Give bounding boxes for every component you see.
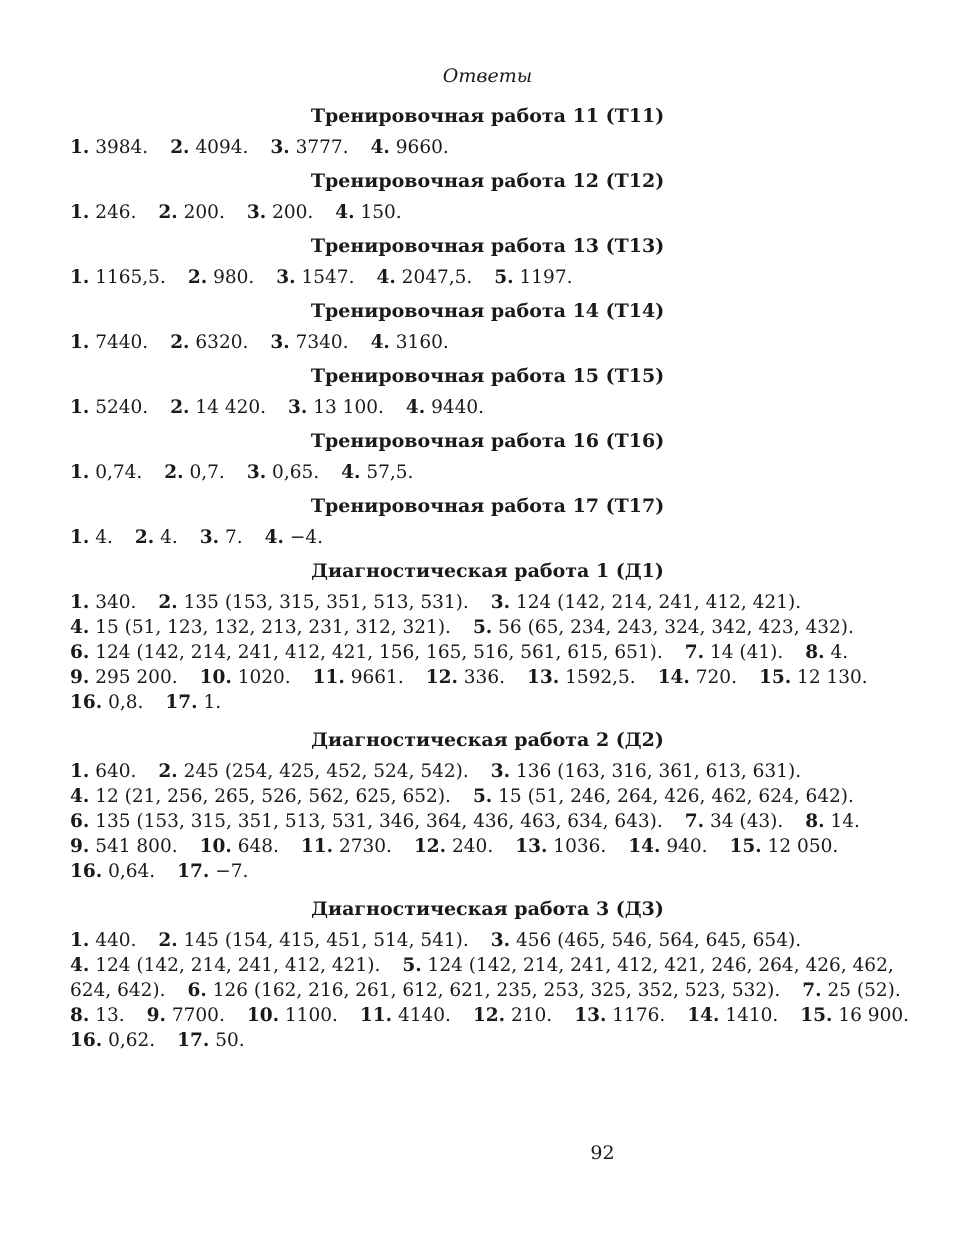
answer-item bbox=[494, 267, 572, 288]
answer-number: 11. bbox=[300, 836, 334, 857]
answer-number: 16. bbox=[70, 1030, 103, 1051]
section-t12 bbox=[70, 169, 905, 225]
answer-number: 4. bbox=[70, 786, 90, 807]
answers-page bbox=[70, 62, 909, 1053]
answer-value: 9661. bbox=[350, 667, 404, 688]
answer-value: 2047,5. bbox=[401, 267, 473, 288]
answer-list bbox=[70, 590, 905, 715]
answer-value: 2730. bbox=[338, 836, 392, 857]
section-title: Тренировочная работа 14 (Т14) bbox=[310, 300, 665, 322]
section-title: Диагностическая работа 2 (Д2) bbox=[311, 729, 664, 751]
answer-item bbox=[270, 332, 348, 353]
answer-value: 0,64. bbox=[108, 861, 156, 882]
answer-value: 136 (163, 316, 361, 613, 631). bbox=[515, 761, 802, 782]
answer-line bbox=[70, 978, 905, 1003]
answer-value: 13 100. bbox=[313, 397, 384, 418]
answer-value: 4. bbox=[95, 527, 113, 548]
answer-value: 1176. bbox=[612, 1005, 666, 1026]
answer-item bbox=[687, 1005, 778, 1026]
answer-number: 3. bbox=[199, 527, 220, 548]
answer-number: 1. bbox=[70, 592, 90, 613]
answer-number: 4. bbox=[70, 617, 90, 638]
answer-item bbox=[491, 592, 801, 613]
answer-number: 16. bbox=[70, 692, 103, 713]
section-d2 bbox=[70, 728, 905, 884]
answer-value: 25 (52). bbox=[827, 980, 901, 1001]
answer-item bbox=[574, 1005, 665, 1026]
answer-line bbox=[70, 665, 905, 690]
answer-number: 3. bbox=[270, 137, 290, 158]
answer-number: 12. bbox=[413, 836, 447, 857]
section-t11 bbox=[70, 104, 905, 160]
answer-number: 13. bbox=[574, 1005, 607, 1026]
answer-number: 7. bbox=[684, 811, 705, 832]
answer-value: 6320. bbox=[195, 332, 249, 353]
answer-item bbox=[371, 332, 449, 353]
answer-value: 57,5. bbox=[366, 462, 414, 483]
answer-item bbox=[158, 202, 224, 223]
answer-value: 124 (142, 214, 241, 412, 421, 246, 264, 426, 462, bbox=[427, 955, 894, 976]
answer-number: 1. bbox=[70, 397, 90, 418]
answer-item bbox=[70, 836, 178, 857]
answer-value: 340. bbox=[95, 592, 137, 613]
section-title: Тренировочная работа 11 (Т11) bbox=[310, 105, 665, 127]
answer-number: 5. bbox=[472, 617, 493, 638]
answer-value: 940. bbox=[666, 836, 708, 857]
answer-item bbox=[70, 667, 178, 688]
answer-number: 4. bbox=[70, 955, 90, 976]
answer-value: 1. bbox=[203, 692, 222, 713]
answer-value: 3777. bbox=[295, 137, 349, 158]
answer-number: 2. bbox=[134, 527, 155, 548]
answer-value: 0,8. bbox=[108, 692, 144, 713]
answer-number: 1. bbox=[70, 202, 90, 223]
answer-value: 0,65. bbox=[272, 462, 320, 483]
answer-number: 5. bbox=[402, 955, 422, 976]
answer-number: 9. bbox=[70, 667, 90, 688]
answer-value: 4094. bbox=[195, 137, 249, 158]
answer-item bbox=[805, 811, 860, 832]
answer-value: 7. bbox=[224, 527, 243, 548]
answer-number: 2. bbox=[158, 202, 178, 223]
answer-value: 12 130. bbox=[797, 667, 868, 688]
answer-sections bbox=[70, 104, 909, 1053]
answer-number: 3. bbox=[490, 930, 511, 951]
answer-number: 12. bbox=[425, 667, 458, 688]
answer-value: 14 (41). bbox=[709, 642, 784, 663]
answer-value: 9440. bbox=[431, 397, 485, 418]
answer-number: 2. bbox=[158, 930, 178, 951]
answer-item bbox=[628, 836, 707, 857]
answer-number: 1. bbox=[70, 462, 90, 483]
answer-number: 4. bbox=[405, 397, 426, 418]
answer-item bbox=[360, 1005, 451, 1026]
answer-value: 1410. bbox=[725, 1005, 779, 1026]
answer-item bbox=[371, 137, 449, 158]
answer-line bbox=[70, 330, 905, 355]
answer-line bbox=[70, 953, 905, 978]
answer-list bbox=[70, 330, 905, 355]
answer-item bbox=[473, 786, 854, 807]
answer-item bbox=[527, 667, 636, 688]
answer-value: 50. bbox=[215, 1030, 245, 1051]
answer-list bbox=[70, 135, 905, 160]
answer-value: 7440. bbox=[95, 332, 149, 353]
answer-number: 1. bbox=[70, 267, 90, 288]
answer-value: 640. bbox=[95, 761, 137, 782]
answer-item bbox=[276, 267, 354, 288]
answer-item bbox=[187, 980, 780, 1001]
answer-number: 1. bbox=[70, 332, 90, 353]
answer-item bbox=[341, 462, 413, 483]
answer-value: 4. bbox=[160, 527, 178, 548]
answer-item bbox=[165, 692, 221, 713]
answer-value: 240. bbox=[452, 836, 494, 857]
section-t17 bbox=[70, 494, 905, 550]
section-d1 bbox=[70, 559, 905, 715]
answer-item bbox=[164, 462, 225, 483]
answer-line bbox=[70, 759, 905, 784]
answer-number: 8. bbox=[805, 811, 825, 832]
answer-value: 14. bbox=[830, 811, 860, 832]
answer-list bbox=[70, 928, 909, 1053]
answer-list bbox=[70, 525, 905, 550]
answer-value: 135 (153, 315, 351, 513, 531, 346, 364, 436, 463, 634, 643). bbox=[95, 811, 663, 832]
answer-number: 3. bbox=[246, 202, 267, 223]
answer-item bbox=[70, 617, 451, 638]
answer-value: 14 420. bbox=[195, 397, 267, 418]
answer-item bbox=[491, 761, 801, 782]
section-t15 bbox=[70, 364, 905, 420]
answer-item bbox=[406, 397, 484, 418]
answer-list bbox=[70, 395, 905, 420]
answer-value: 210. bbox=[511, 1005, 553, 1026]
answer-number: 2. bbox=[158, 592, 178, 613]
answer-item bbox=[158, 761, 468, 782]
page-number: 92 bbox=[590, 1142, 615, 1164]
answer-number: 14. bbox=[687, 1005, 720, 1026]
section-d3 bbox=[70, 897, 909, 1053]
answer-item bbox=[70, 861, 155, 882]
answer-item bbox=[158, 592, 468, 613]
answer-item bbox=[70, 137, 148, 158]
answer-number: 14. bbox=[657, 667, 690, 688]
answer-value: 56 (65, 234, 243, 324, 342, 423, 432). bbox=[498, 617, 854, 638]
answer-line bbox=[70, 809, 905, 834]
answer-number: 3. bbox=[288, 397, 308, 418]
answer-item bbox=[70, 786, 451, 807]
answer-value: 4140. bbox=[397, 1005, 451, 1026]
section-title: Тренировочная работа 17 (Т17) bbox=[310, 495, 665, 517]
answer-value: 12 (21, 256, 265, 526, 562, 625, 652). bbox=[95, 786, 451, 807]
answer-value: 1165,5. bbox=[95, 267, 166, 288]
answer-item bbox=[800, 1005, 909, 1026]
answer-line bbox=[70, 135, 905, 160]
answer-value: 135 (153, 315, 351, 513, 531). bbox=[183, 592, 469, 613]
answer-number: 12. bbox=[472, 1005, 506, 1026]
answer-value: 124 (142, 214, 241, 412, 421). bbox=[95, 955, 381, 976]
answer-item bbox=[426, 667, 505, 688]
answer-line bbox=[70, 928, 905, 953]
answer-number: 4. bbox=[264, 527, 284, 548]
answer-number: 10. bbox=[199, 836, 232, 857]
answer-item bbox=[177, 861, 248, 882]
section-title: Тренировочная работа 16 (Т16) bbox=[310, 430, 665, 452]
answer-value: 7700. bbox=[171, 1005, 225, 1026]
answer-number: 6. bbox=[70, 642, 90, 663]
section-title: Диагностическая работа 3 (Д3) bbox=[311, 898, 664, 920]
answer-line bbox=[70, 395, 905, 420]
answer-value: 12 050. bbox=[767, 836, 839, 857]
answer-value: 541 800. bbox=[95, 836, 178, 857]
running-head: Ответы bbox=[442, 65, 533, 87]
answer-number: 14. bbox=[628, 836, 661, 857]
answer-value: 200. bbox=[183, 202, 225, 223]
answer-item bbox=[270, 137, 348, 158]
answer-item bbox=[730, 836, 839, 857]
answer-list bbox=[70, 460, 905, 485]
answer-item bbox=[170, 332, 248, 353]
answer-number: 7. bbox=[802, 980, 822, 1001]
answer-value: 980. bbox=[213, 267, 255, 288]
answer-value: 3984. bbox=[95, 137, 149, 158]
answer-number: 17. bbox=[165, 692, 198, 713]
answer-number: 5. bbox=[472, 786, 493, 807]
answer-value: 124 (142, 214, 241, 412, 421). bbox=[515, 592, 802, 613]
answer-item bbox=[247, 202, 313, 223]
answer-item bbox=[70, 980, 165, 1001]
answer-item bbox=[376, 267, 472, 288]
answer-item bbox=[491, 930, 801, 951]
answer-item bbox=[70, 955, 380, 976]
answer-item bbox=[805, 642, 848, 663]
answer-item bbox=[685, 642, 784, 663]
answer-item bbox=[70, 592, 136, 613]
answer-value: 336. bbox=[463, 667, 505, 688]
answer-item bbox=[188, 267, 254, 288]
answer-line bbox=[70, 525, 905, 550]
answer-item bbox=[301, 836, 392, 857]
section-title: Диагностическая работа 1 (Д1) bbox=[311, 560, 664, 582]
answer-value: 13. bbox=[95, 1005, 125, 1026]
answer-value: 624, 642). bbox=[70, 980, 166, 1001]
answer-line bbox=[70, 690, 905, 715]
answer-value: 0,62. bbox=[108, 1030, 156, 1051]
section-t14 bbox=[70, 299, 905, 355]
answer-number: 2. bbox=[170, 397, 190, 418]
answer-number: 3. bbox=[276, 267, 296, 288]
answer-item bbox=[473, 617, 854, 638]
answer-number: 4. bbox=[376, 267, 396, 288]
answer-item bbox=[70, 692, 143, 713]
answer-item bbox=[135, 527, 178, 548]
answer-item bbox=[658, 667, 737, 688]
answer-item bbox=[70, 1005, 125, 1026]
answer-item bbox=[685, 811, 784, 832]
answer-number: 4. bbox=[370, 332, 390, 353]
answer-number: 8. bbox=[805, 642, 825, 663]
answer-value: −7. bbox=[215, 861, 249, 882]
answer-number: 2. bbox=[187, 267, 208, 288]
answer-number: 3. bbox=[246, 462, 267, 483]
answer-line bbox=[70, 615, 905, 640]
answer-item bbox=[200, 836, 279, 857]
answer-number: 10. bbox=[199, 667, 232, 688]
answer-value: 1197. bbox=[519, 267, 573, 288]
answer-value: 245 (254, 425, 452, 524, 542). bbox=[183, 761, 469, 782]
answer-number: 1. bbox=[70, 527, 90, 548]
answer-item bbox=[70, 202, 136, 223]
answer-number: 4. bbox=[370, 137, 390, 158]
answer-value: 200. bbox=[272, 202, 314, 223]
answer-item bbox=[147, 1005, 225, 1026]
answer-value: 246. bbox=[95, 202, 137, 223]
answer-line bbox=[70, 460, 905, 485]
answer-value: 16 900. bbox=[838, 1005, 909, 1026]
answer-number: 17. bbox=[177, 861, 210, 882]
answer-item bbox=[402, 955, 893, 976]
answer-number: 5. bbox=[494, 267, 514, 288]
answer-number: 1. bbox=[70, 930, 90, 951]
answer-number: 15. bbox=[758, 667, 792, 688]
answer-item bbox=[247, 462, 319, 483]
answer-number: 9. bbox=[146, 1005, 166, 1026]
answer-number: 3. bbox=[490, 592, 511, 613]
section-title: Тренировочная работа 13 (Т13) bbox=[310, 235, 665, 257]
answer-item bbox=[473, 1005, 552, 1026]
section-t13 bbox=[70, 234, 905, 290]
answer-item bbox=[414, 836, 493, 857]
answer-value: 1036. bbox=[553, 836, 607, 857]
answer-value: 150. bbox=[360, 202, 402, 223]
answer-number: 13. bbox=[526, 667, 560, 688]
answer-value: 5240. bbox=[95, 397, 149, 418]
answer-value: 145 (154, 415, 451, 514, 541). bbox=[183, 930, 469, 951]
answer-line bbox=[70, 640, 905, 665]
answer-value: 3160. bbox=[395, 332, 449, 353]
section-title: Тренировочная работа 15 (Т15) bbox=[310, 365, 665, 387]
answer-number: 3. bbox=[270, 332, 290, 353]
answer-value: −4. bbox=[289, 527, 323, 548]
answer-value: 9660. bbox=[395, 137, 449, 158]
answer-item bbox=[288, 397, 384, 418]
answer-item bbox=[70, 397, 148, 418]
answer-list bbox=[70, 265, 905, 290]
answer-item bbox=[70, 811, 663, 832]
answer-number: 2. bbox=[170, 137, 190, 158]
answer-item bbox=[70, 462, 142, 483]
answer-value: 34 (43). bbox=[709, 811, 784, 832]
answer-number: 6. bbox=[187, 980, 207, 1001]
answer-value: 648. bbox=[237, 836, 279, 857]
answer-number: 13. bbox=[515, 836, 548, 857]
answer-number: 16. bbox=[70, 861, 103, 882]
answer-number: 15. bbox=[800, 1005, 833, 1026]
answer-item bbox=[70, 527, 113, 548]
answer-item bbox=[70, 332, 148, 353]
answer-list bbox=[70, 200, 905, 225]
answer-item bbox=[70, 930, 136, 951]
answer-value: 1100. bbox=[284, 1005, 338, 1026]
answer-value: 456 (465, 546, 564, 645, 654). bbox=[515, 930, 802, 951]
answer-number: 17. bbox=[177, 1030, 210, 1051]
answer-item bbox=[802, 980, 901, 1001]
answer-item bbox=[70, 267, 166, 288]
answer-value: 0,7. bbox=[189, 462, 225, 483]
answer-value: 7340. bbox=[295, 332, 349, 353]
answer-line bbox=[70, 200, 905, 225]
answer-value: 295 200. bbox=[95, 667, 178, 688]
answer-number: 11. bbox=[312, 667, 345, 688]
answer-number: 15. bbox=[729, 836, 762, 857]
answer-number: 10. bbox=[246, 1005, 280, 1026]
answer-number: 8. bbox=[70, 1005, 90, 1026]
answer-item bbox=[247, 1005, 338, 1026]
answer-item bbox=[158, 930, 468, 951]
answer-line bbox=[70, 859, 905, 884]
answer-value: 1592,5. bbox=[565, 667, 636, 688]
answer-item bbox=[759, 667, 868, 688]
answer-item bbox=[177, 1030, 245, 1051]
answer-item bbox=[313, 667, 404, 688]
answer-item bbox=[170, 137, 248, 158]
answer-number: 1. bbox=[70, 761, 90, 782]
section-t16 bbox=[70, 429, 905, 485]
answer-item bbox=[200, 527, 243, 548]
answer-item bbox=[200, 667, 291, 688]
section-title: Тренировочная работа 12 (Т12) bbox=[310, 170, 665, 192]
answer-line bbox=[70, 590, 905, 615]
answer-number: 4. bbox=[341, 462, 361, 483]
answer-line bbox=[70, 784, 905, 809]
answer-list bbox=[70, 759, 905, 884]
answer-value: 0,74. bbox=[95, 462, 143, 483]
answer-item bbox=[265, 527, 323, 548]
answer-line bbox=[70, 1028, 905, 1053]
answer-number: 11. bbox=[359, 1005, 393, 1026]
answer-number: 3. bbox=[490, 761, 511, 782]
answer-item bbox=[70, 1030, 155, 1051]
answer-value: 440. bbox=[95, 930, 137, 951]
answer-value: 15 (51, 123, 132, 213, 231, 312, 321). bbox=[95, 617, 451, 638]
answer-value: 15 (51, 246, 264, 426, 462, 624, 642). bbox=[498, 786, 854, 807]
answer-number: 9. bbox=[70, 836, 90, 857]
answer-value: 124 (142, 214, 241, 412, 421, 156, 165, 516, 561, 615, 651). bbox=[95, 642, 663, 663]
answer-number: 2. bbox=[158, 761, 178, 782]
answer-number: 2. bbox=[170, 332, 190, 353]
answer-item bbox=[70, 761, 136, 782]
answer-value: 1547. bbox=[301, 267, 355, 288]
answer-value: 4. bbox=[830, 642, 849, 663]
answer-item bbox=[335, 202, 401, 223]
answer-item bbox=[170, 397, 266, 418]
answer-value: 126 (162, 216, 261, 612, 621, 235, 253, 325, 352, 523, 532). bbox=[212, 980, 781, 1001]
answer-value: 1020. bbox=[237, 667, 291, 688]
answer-number: 7. bbox=[684, 642, 705, 663]
answer-item bbox=[515, 836, 606, 857]
answer-number: 6. bbox=[70, 811, 90, 832]
answer-line bbox=[70, 834, 905, 859]
answer-number: 4. bbox=[335, 202, 355, 223]
answer-number: 2. bbox=[164, 462, 184, 483]
answer-number: 1. bbox=[70, 137, 90, 158]
answer-line bbox=[70, 265, 905, 290]
answer-value: 720. bbox=[695, 667, 737, 688]
answer-item bbox=[70, 642, 663, 663]
answer-line bbox=[70, 1003, 909, 1028]
